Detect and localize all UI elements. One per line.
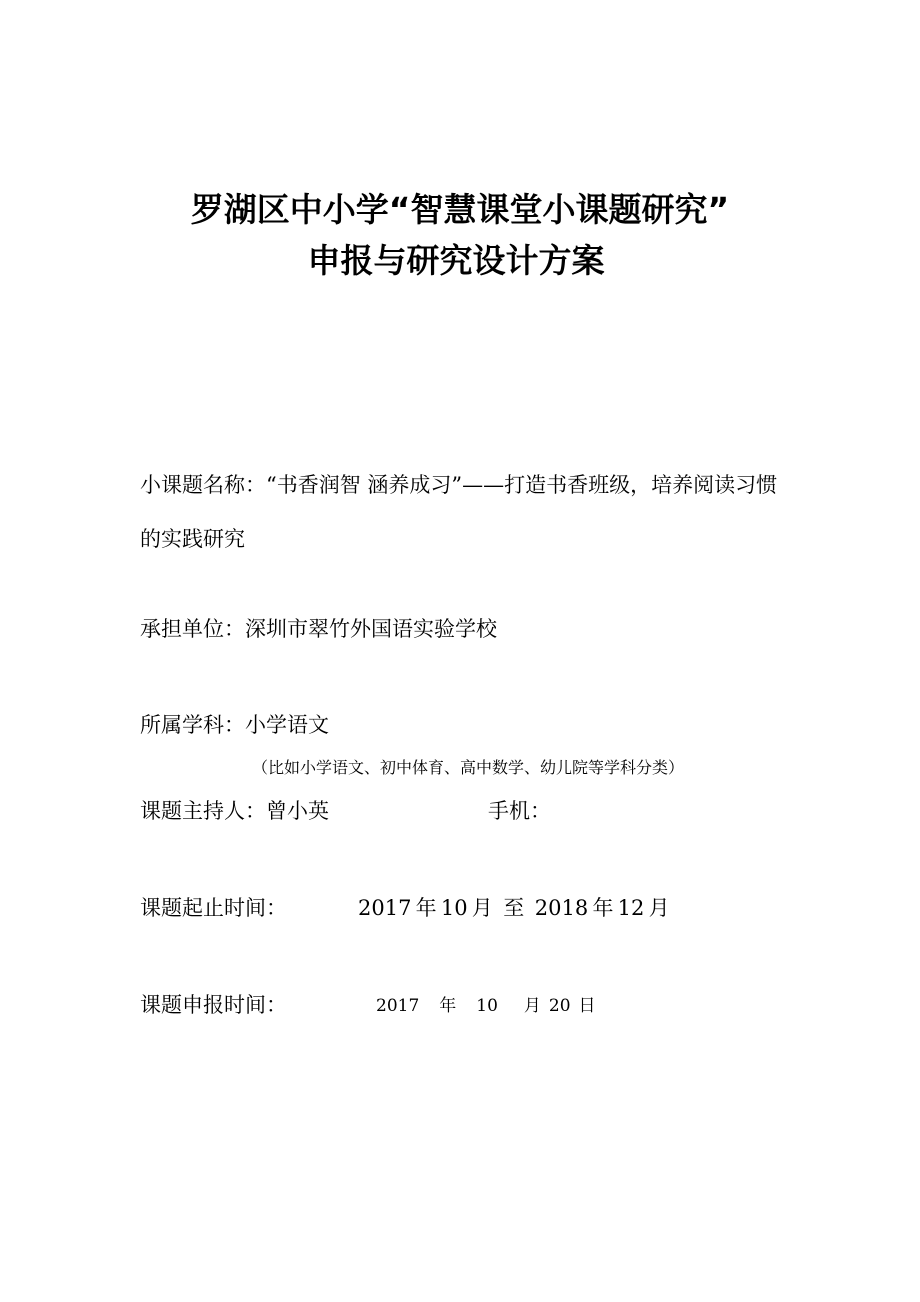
period-start-year-unit: 年 [415,896,437,920]
declare-month: 10 [476,996,498,1016]
declare-month-unit: 月 [523,996,541,1016]
subject-note: （比如小学语文、初中体育、高中数学、幼儿院等学科分类） [252,758,685,777]
host-field [140,796,329,826]
period-start-month: 10 [440,896,468,920]
topic-name-value: “书香润智 涵养成习”——打造书香班级，培养阅读习惯的实践研究 [140,473,778,551]
unit-value: 深圳市翠竹外国语实验学校 [245,617,497,641]
declare-label: 课题申报时间： [140,993,287,1017]
period-value [358,893,670,923]
declare-year: 2017 [376,996,420,1016]
subject-value: 小学语文 [245,713,329,737]
declare-value [376,991,596,1021]
declare-day: 20 [548,996,571,1016]
phone-label: 手机： [488,799,551,823]
subject-field [140,710,329,740]
topic-name-label: 小课题名称： [140,473,266,497]
period-end-month-unit: 月 [648,896,670,920]
period-start-month-unit: 月 [471,896,493,920]
declare-field [140,990,287,1020]
subject-label: 所属学科： [140,713,245,737]
period-end-year-unit: 年 [592,896,614,920]
document-title-line-2: 申报与研究设计方案 [307,241,605,280]
period-start-year: 2017 [358,896,412,920]
period-field [140,893,287,923]
period-end-month: 12 [617,896,645,920]
topic-name-field [140,458,790,566]
unit-field [140,614,497,644]
phone-field [488,796,551,826]
period-end-year: 2018 [534,896,589,920]
unit-label: 承担单位： [140,617,245,641]
host-value: 曾小英 [266,799,329,823]
declare-day-unit: 日 [578,996,596,1016]
period-to: 至 [503,896,525,920]
document-title-line-1: 罗湖区中小学“智慧课堂小课题研究” [190,190,730,229]
declare-year-unit: 年 [439,996,457,1016]
host-label: 课题主持人： [140,799,266,823]
period-label: 课题起止时间： [140,896,287,920]
